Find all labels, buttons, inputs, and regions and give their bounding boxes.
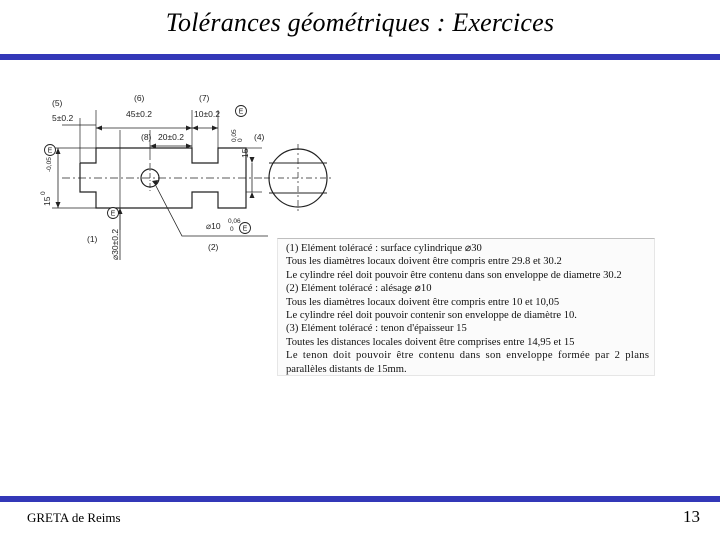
dim-6: 45±0.2 <box>126 109 152 119</box>
note-line: Le cylindre réel doit pouvoir être contenu dans son enveloppe de diametre 30.2 <box>286 269 622 281</box>
slide-title: Tolérances géométriques : Exercices <box>165 8 555 37</box>
dim-8: 20±0.2 <box>158 132 184 142</box>
tolerance-notes <box>277 238 655 376</box>
note-line: (1) Elément toléracé : surface cylindrique ⌀30 <box>286 243 482 254</box>
envelope-letter: E <box>47 147 53 155</box>
dim-dia10-tol0: 0 <box>230 226 234 233</box>
dim-dia10-tol: 0,06 <box>228 218 241 225</box>
callout-6: (6) <box>134 93 145 103</box>
callout-1: (1) <box>87 234 98 244</box>
dim-7: 10±0.2 <box>194 109 220 119</box>
callout-4: (4) <box>254 132 265 142</box>
dim-left-tol: 0 <box>40 191 47 195</box>
page-number: 13 <box>683 507 700 526</box>
note-line: parallèles distants de 15mm. <box>286 363 407 375</box>
note-line: (2) Elément toléracé : alésage ⌀10 <box>286 283 432 295</box>
note-line: Tous les diamètres locaux doivent être compris entre 10 et 10,05 <box>286 296 560 308</box>
dim-left-15: 15 <box>42 196 52 206</box>
callout-8: (8) <box>141 132 152 142</box>
dim-left-tol2: -0,05 <box>46 157 53 172</box>
note-line: Le cylindre réel doit pouvoir contenir son enveloppe de diamètre 10. <box>286 310 577 322</box>
envelope-letter: E <box>242 225 248 233</box>
dim-dia30: ⌀30±0.2 <box>110 228 120 260</box>
callout-2: (2) <box>208 242 219 252</box>
envelope-letter: E <box>238 108 244 116</box>
callout-5: (5) <box>52 98 63 108</box>
dim-5: 5±0.2 <box>52 113 74 123</box>
footer-organization: GRETA de Reims <box>27 510 121 525</box>
note-line: (3) Elément toléracé : tenon d'épaisseur 15 <box>286 323 467 335</box>
note-line: Le tenon doit pouvoir être contenu dans son enveloppe formée par 2 plans <box>286 350 650 362</box>
note-line: Tous les diamètres locaux doivent être compris entre 29.8 et 30.2 <box>286 256 562 268</box>
note-line: Toutes les distances locales doivent être comprises entre 14,95 et 15 <box>286 336 575 348</box>
dim-slot-tol0: 0 <box>237 138 244 142</box>
callout-7: (7) <box>199 93 210 103</box>
bottom-rule <box>0 496 720 502</box>
dim-slot-tol: 0,05 <box>231 129 238 142</box>
dim-height: 15 <box>240 148 250 158</box>
envelope-letter: E <box>110 210 116 218</box>
dim-dia10: ⌀10 <box>206 221 221 231</box>
